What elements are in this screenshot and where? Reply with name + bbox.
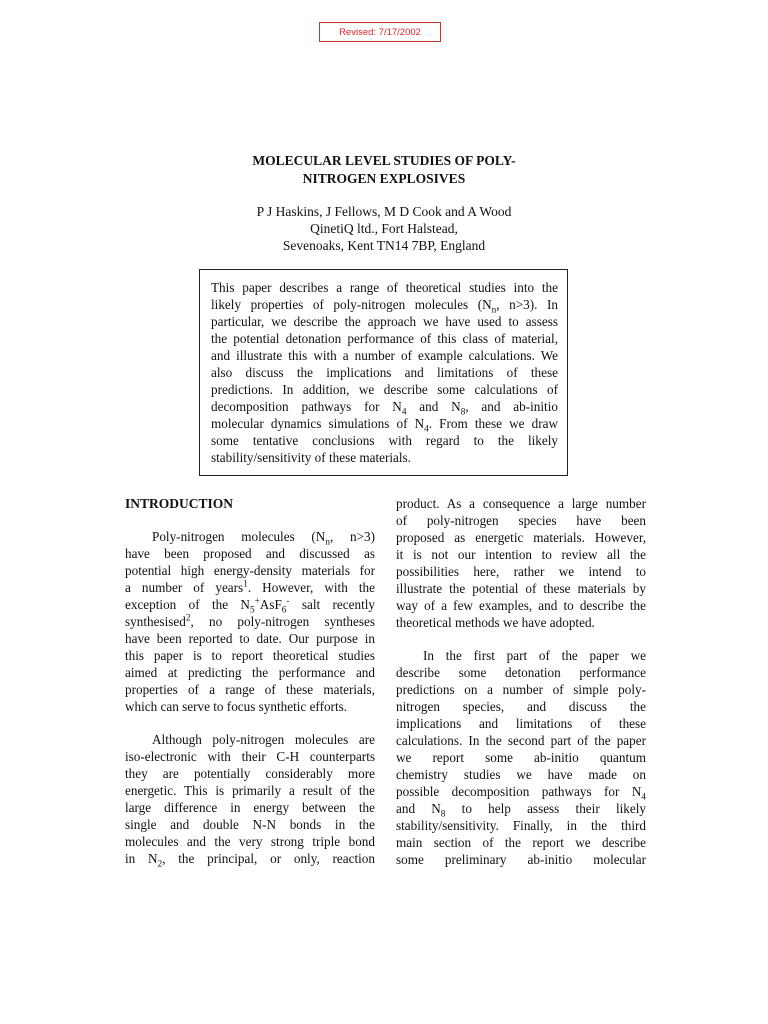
abstract-line: predictions. In addition, we describe some calculations of bbox=[211, 382, 558, 397]
body-line: nitrogen species, and discuss the bbox=[396, 699, 646, 714]
body-line: in $N_2$, the principal, or only, reaction bbox=[125, 851, 375, 869]
body-line: possibilities here, rather we intend to bbox=[396, 564, 646, 579]
left-column bbox=[125, 495, 375, 867]
body-line: synthesised$^2$, no poly-nitrogen syntheses bbox=[125, 612, 375, 629]
body-line: chemistry studies we have made on bbox=[396, 767, 646, 782]
body-line: way of a few examples, and to describe the bbox=[396, 598, 646, 613]
body-line: implications and limitations of these bbox=[396, 716, 646, 731]
abstract-line: particular, we describe the approach we have used to assess bbox=[211, 314, 558, 329]
abstract-line: likely properties of poly-nitrogen molecules ($N_n$, n>3). In bbox=[211, 297, 558, 315]
body-line: and $N_8$ to help assess their likely bbox=[396, 801, 646, 819]
abstract-line: decomposition pathways for $N_4$ and $N_8$, and ab-initio bbox=[211, 399, 558, 417]
author-names: P J Haskins, J Fellows, M D Cook and A Wood bbox=[256, 204, 512, 219]
abstract-line: some tentative conclusions with regard to the likely bbox=[211, 433, 558, 448]
body-line: which can serve to focus synthetic efforts. bbox=[125, 699, 348, 714]
abstract-line: This paper describes a range of theoretical studies into the bbox=[211, 280, 558, 295]
body-line: it is not our intention to review all the bbox=[396, 547, 646, 562]
body-line: main section of the report we describe bbox=[396, 835, 646, 850]
body-line: this paper is to report theoretical studies bbox=[125, 648, 375, 663]
title-line-2: NITROGEN EXPLOSIVES bbox=[302, 171, 466, 186]
body-line: product. As a consequence a large number bbox=[396, 496, 646, 511]
abstract-line: molecular dynamics simulations of $N_4$. From these we draw bbox=[211, 416, 558, 434]
abstract-line: and illustrate this with a number of example calculations. We bbox=[211, 348, 558, 363]
body-line: possible decomposition pathways for $N_4$ bbox=[396, 784, 646, 802]
body-line: exception of the $N_5^+AsF_6^-$ salt recently bbox=[125, 595, 375, 615]
abstract-line: also discuss the implications and limitations of these bbox=[211, 365, 558, 380]
body-line: calculations. In the second part of the paper bbox=[396, 733, 646, 748]
body-line: we report some ab-initio quantum bbox=[396, 750, 646, 765]
body-line: have been reported to date. Our purpose in bbox=[125, 631, 375, 646]
abstract-box bbox=[199, 269, 568, 476]
right-column bbox=[396, 495, 646, 868]
body-line: Poly-nitrogen molecules ($N_n$, n>3) bbox=[152, 529, 375, 547]
author-address: Sevenoaks, Kent TN14 7BP, England bbox=[282, 238, 486, 253]
abstract-line: stability/sensitivity of these materials. bbox=[211, 450, 411, 465]
body-line: iso-electronic with their C-H counterparts bbox=[125, 749, 375, 764]
body-line: aimed at predicting the performance and bbox=[125, 665, 375, 680]
title-line-1: MOLECULAR LEVEL STUDIES OF POLY- bbox=[252, 153, 516, 168]
body-line: Although poly-nitrogen molecules are bbox=[152, 732, 375, 747]
body-line: of poly-nitrogen species have been bbox=[396, 513, 646, 528]
body-line: large difference in energy between the bbox=[125, 800, 375, 815]
body-line: illustrate the potential of these materials by bbox=[396, 581, 646, 596]
body-line: some preliminary ab-initio molecular bbox=[396, 852, 646, 867]
body-line: single and double N-N bonds in the bbox=[125, 817, 375, 832]
body-line: theoretical methods we have adopted. bbox=[396, 615, 595, 630]
body-line: molecules and the very strong triple bond bbox=[125, 834, 375, 849]
author-block bbox=[184, 203, 584, 254]
body-line: In the first part of the paper we bbox=[423, 648, 646, 663]
body-line: describe some detonation performance bbox=[396, 665, 646, 680]
revision-date-box bbox=[319, 22, 441, 42]
body-line: energetic. This is primarily a result of the bbox=[125, 783, 375, 798]
body-line: predictions on a number of simple poly- bbox=[396, 682, 646, 697]
body-line: they are potentially considerably more bbox=[125, 766, 375, 781]
body-line: have been proposed and discussed as bbox=[125, 546, 375, 561]
author-organization: QinetiQ ltd., Fort Halstead, bbox=[310, 221, 458, 236]
paper-title bbox=[200, 152, 568, 188]
body-line: properties of a range of these materials, bbox=[125, 682, 375, 697]
body-line: potential high energy-density materials for bbox=[125, 563, 375, 578]
revision-date: Revised: 7/17/2002 bbox=[339, 26, 421, 38]
body-line: proposed as energetic materials. However, bbox=[396, 530, 646, 545]
introduction-heading: INTRODUCTION bbox=[125, 496, 234, 511]
body-line: a number of years$^1$. However, with the bbox=[125, 578, 375, 595]
abstract-line: the potential detonation performance of this class of material, bbox=[211, 331, 558, 346]
body-line: stability/sensitivity. Finally, in the third bbox=[396, 818, 646, 833]
